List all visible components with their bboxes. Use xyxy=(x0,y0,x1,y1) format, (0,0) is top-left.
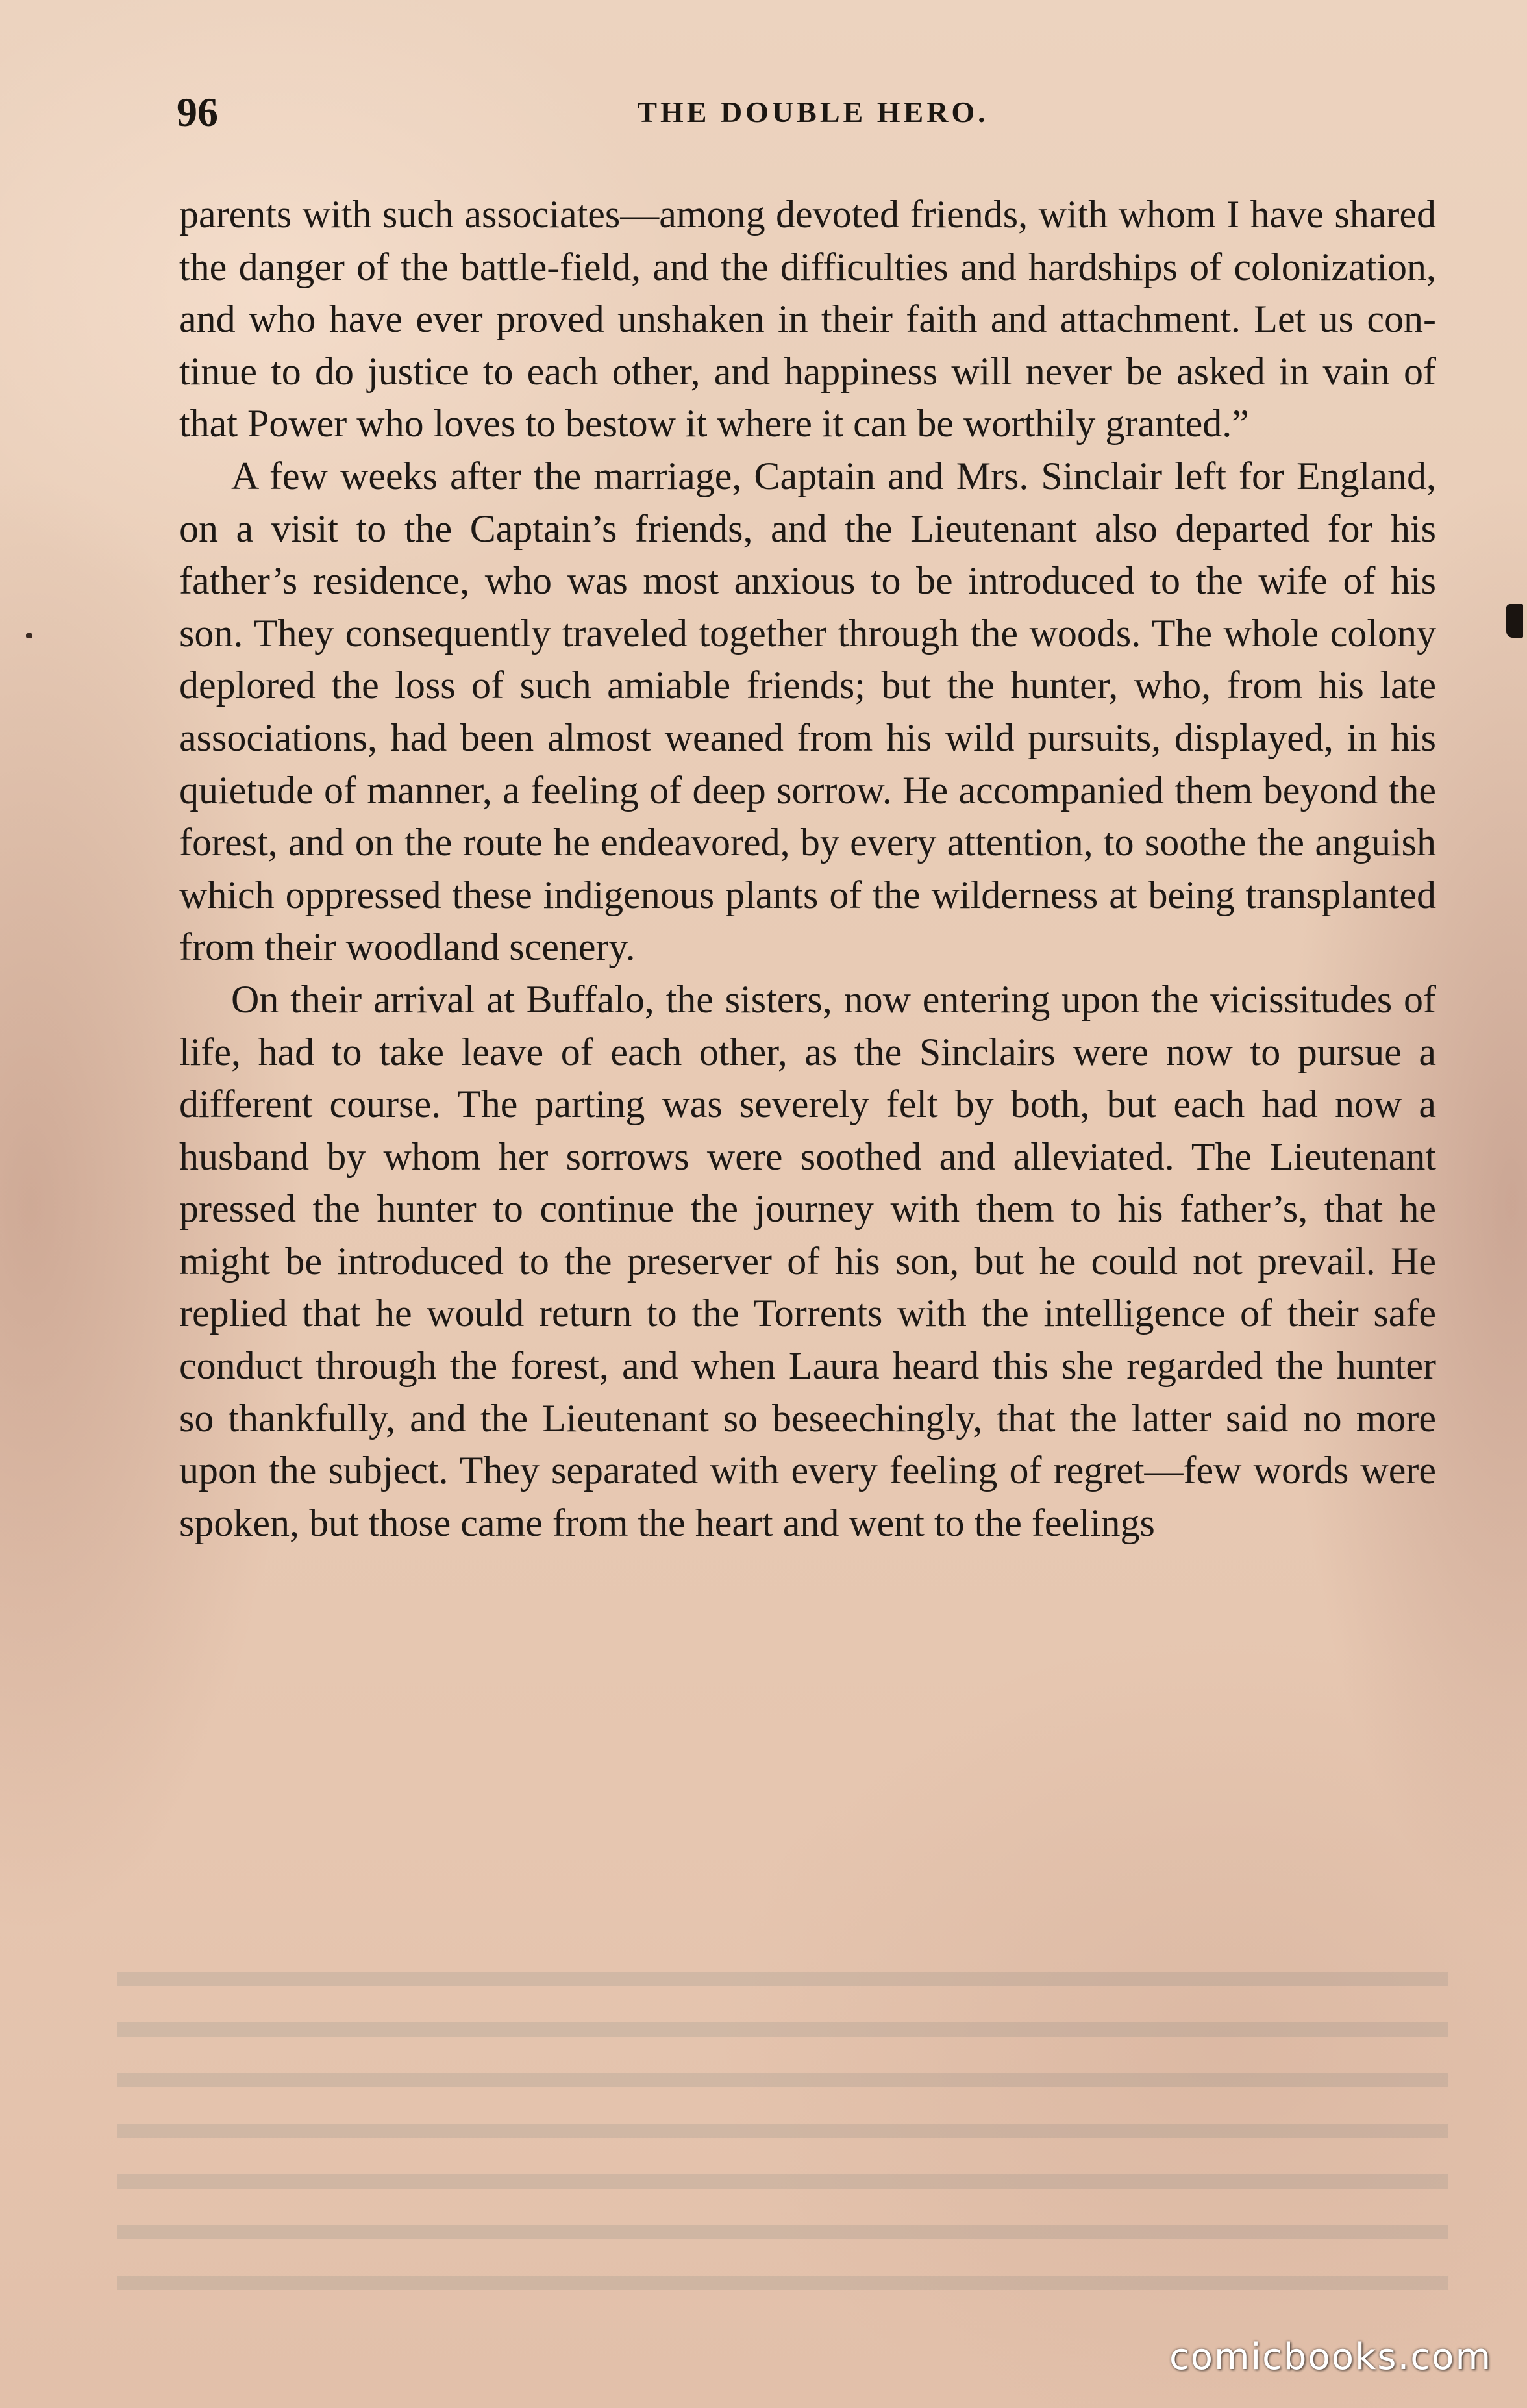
running-title: THE DOUBLE HERO. xyxy=(637,95,989,129)
page-number: 96 xyxy=(177,89,218,135)
paragraph-3: On their arrival at Buffalo, the sisters, now entering upon the vicissitudes of life, had to take leave of each other, as the Sinclairs were now to pursue a different course. The parting was severely felt by both, but each had now a husband by whom her sorrows were soothed and alleviated. The Lieutenant pressed the hunter to continue the journey with them to his father’s, that he might be introduced to the preserver of his son, but he could not prevail. He replied that he would return to the Torrents with the intelligence of their safe conduct through the forest, and when Laura heard this she regarded the hunter so thankfully, and the Lieutenant so beseechingly, that the latter said no more upon the subject. They separated with every feeling of regret—few words were spoken, but those came from the heart and went to the feelings xyxy=(179,977,1436,1544)
running-head xyxy=(177,83,1449,142)
watermark: comicbooks.com xyxy=(1169,2336,1492,2378)
body-text xyxy=(179,188,1436,1549)
paragraph-2: A few weeks after the marriage, Captain and Mrs. Sinclair left for England, on a visit to the Captain’s friends, and the Lieutenant also departed for his father’s residence, who was most anxious to be introduced to the wife of his son. They consequently traveled together through the woods. The whole colony deplored the loss of such amiable friends; but the hunter, who, from his late associations, had been almost weaned from his wild pursuits, displayed, in his quietude of manner, a feeling of deep sorrow. He accompanied them beyond the forest, and on the route he endeavored, by every attention, to soothe the anguish which oppressed these indigenous plants of the wilderness at being transplanted from their woodland scenery. xyxy=(179,454,1436,969)
margin-speck xyxy=(26,633,32,638)
bleed-through-texture xyxy=(117,1935,1448,2299)
paragraph-1: parents with such associates—among devoted friends, with whom I have shared the danger of the battle-field, and the difficulties and hardships of colonization, and who have ever proved unshaken in their faith and attachment. Let us continue to do justice to each other, and happiness will never be asked in vain of that Power who loves to bestow it where it can be worthily granted.” xyxy=(179,193,1436,445)
page-edge-tab xyxy=(1506,604,1523,638)
